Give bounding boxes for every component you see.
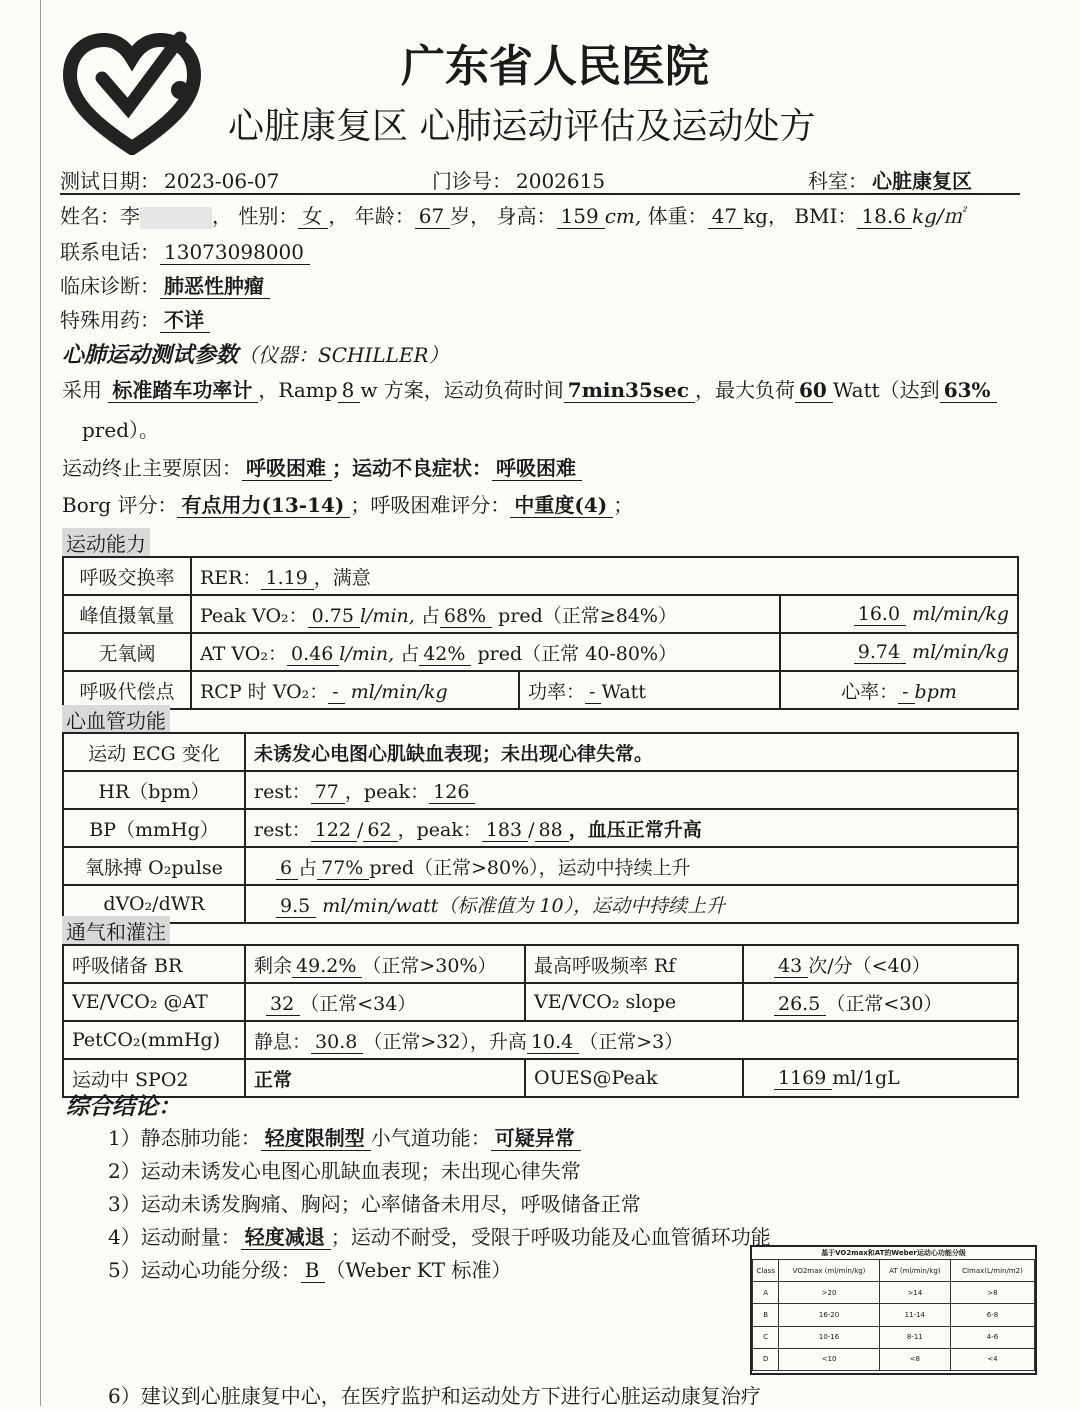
weber-cell: 11-14: [879, 1304, 950, 1326]
weber-cell: B: [753, 1304, 779, 1326]
petco2-label: PetCO₂(mmHg): [63, 1021, 245, 1059]
at-kg-unit: ml/min/kg: [912, 641, 1009, 663]
protocol-row: [62, 374, 997, 403]
table-row: [63, 595, 1018, 633]
power-label: 功率：: [528, 680, 586, 703]
petco2-rest-label: 静息：: [254, 1030, 312, 1053]
dvo2: 9.5: [276, 895, 316, 918]
borg-row: [62, 489, 633, 518]
peak-kg-unit: ml/min/kg: [912, 603, 1009, 625]
exercise-table: [62, 556, 1019, 710]
max-load-prefix: ，最大负荷: [695, 378, 796, 402]
weber-header: Class: [753, 1260, 779, 1282]
ecg-result: 未诱发心电图心肌缺血表现；未出现心律失常。: [245, 733, 1018, 771]
at-prefix: AT VO₂：: [200, 642, 287, 665]
bp-rest-dia: 62: [363, 819, 397, 842]
hospital-name: 广东省人民医院: [401, 41, 709, 92]
test-date-row: [60, 165, 1020, 195]
peak-label: 峰值摄氧量: [63, 595, 191, 633]
rcp-label: 呼吸代偿点: [63, 671, 191, 709]
veat: 32: [266, 993, 300, 1016]
pred-tail-row: pred）。: [82, 418, 160, 442]
rcp-unit: ml/min/kg: [350, 680, 448, 703]
diagnosis: 肺恶性肿瘤: [160, 274, 270, 299]
params-title-row: [62, 338, 449, 369]
br-norm: （正常>30%）: [362, 954, 497, 977]
veat-norm: （正常<34）: [300, 992, 417, 1015]
table-row: [63, 885, 1018, 923]
o2pulse-pct: 77%: [317, 857, 369, 880]
conclusion-6: 6）建议到心脏康复中心，在医疗监护和运动处方下进行心脏运动康复治疗: [108, 1384, 761, 1408]
rcp-hr: -: [898, 681, 914, 704]
power: -: [585, 681, 601, 704]
weber-header: AT (ml/min/kg): [879, 1260, 950, 1282]
weber-header: VO2max (ml/min/kg): [779, 1260, 879, 1282]
conclusion-3: 3）运动未诱发胸痛、胸闷；心率储备未用尽，呼吸储备正常: [108, 1192, 641, 1216]
stop-reason-row: [62, 452, 582, 481]
dvo2-label: dVO₂/dWR: [63, 885, 245, 923]
weber-cell: D: [753, 1348, 779, 1370]
rf: 43: [774, 955, 808, 978]
o2pulse: 6: [276, 857, 298, 880]
weber-cell: 8-11: [879, 1326, 950, 1348]
c1-b: 可疑异常: [491, 1126, 581, 1151]
peak-label-hr: ，peak：: [344, 780, 430, 803]
o2pulse-label: 氧脉搏 O₂pulse: [63, 847, 245, 885]
conclusion-2: 2）运动未诱发心电图心肌缺血表现；未出现心律失常: [108, 1159, 581, 1183]
age-label: 年龄：: [354, 204, 415, 228]
vent-table: [62, 944, 1019, 1098]
weight-unit: kg，: [743, 204, 788, 228]
table-row: [63, 1021, 1018, 1059]
cardio-hr-label: HR（bpm）: [63, 771, 245, 809]
spo2: 正常: [245, 1059, 525, 1097]
at-norm: pred（正常 40-80%）: [477, 642, 678, 665]
weber-cell: 4-6: [950, 1326, 1034, 1348]
weber-cell: A: [753, 1282, 779, 1304]
weight-label: 体重：: [647, 204, 708, 228]
weight: 47: [708, 204, 743, 229]
vent-section-title: 通气和灌注: [62, 916, 170, 945]
cardio-section-title: 心血管功能: [62, 705, 170, 734]
slope-norm: （正常<30）: [826, 992, 943, 1015]
bp-label: BP（mmHg）: [63, 809, 245, 847]
br: 49.2%: [292, 955, 362, 978]
exercise-section-title: 运动能力: [62, 528, 150, 557]
max-load: 60: [795, 378, 833, 403]
rf-label: 最高呼吸频率 Rf: [525, 945, 743, 983]
o2pulse-note: pred（正常>80%），运动中持续上升: [369, 856, 691, 879]
instrument: （仪器：SCHILLER）: [238, 343, 449, 367]
cardio-table: [62, 732, 1019, 924]
patient-basic-row: 姓名：李 ， 性别： 女 ， 年龄： 67 岁， 身高： 159 cm, 体重： 47 kg， BMI： 18.6 kg/㎡: [60, 204, 964, 228]
at-unit: l/min,: [339, 642, 395, 665]
table-row: [63, 983, 1018, 1021]
slope-label: VE/VCO₂ slope: [525, 983, 743, 1021]
clinic-no-label: 门诊号：: [432, 169, 512, 193]
weber-cell: >20: [779, 1282, 879, 1304]
at-kg: 9.74: [854, 641, 906, 664]
use-label: 采用: [62, 378, 102, 402]
hr-rest: 77: [311, 781, 345, 804]
conclusion-4: [108, 1221, 771, 1250]
bp-peak-sys: 183: [482, 819, 528, 842]
weber-cell: C: [753, 1326, 779, 1348]
age: 67: [415, 204, 450, 229]
diagnosis-label: 临床诊断：: [60, 274, 160, 298]
rer-note: ，满意: [313, 566, 371, 589]
table-row: BP（mmHg） rest： 122 / 62 ，peak： 183 / 88 ，血压正常升高: [63, 809, 1018, 847]
table-row: [63, 847, 1018, 885]
peak-prefix: Peak VO₂：: [200, 604, 308, 627]
spo2-label: 运动中 SPO2: [63, 1059, 245, 1097]
weber-title: 基于VO2max和AT的Weber运动心功能分级: [821, 1249, 966, 1257]
table-row: [63, 1059, 1018, 1097]
bp-peak-label: ，peak：: [397, 818, 482, 841]
symptom-label: ；运动不良症状：: [332, 456, 492, 480]
weber-cell: <10: [779, 1348, 879, 1370]
dvo2-note: ml/min/watt（标准值为 10），运动中持续上升: [322, 894, 726, 917]
age-unit: 岁，: [450, 204, 491, 228]
load-time: 7min35sec: [564, 378, 695, 403]
peak-kg: 16.0: [854, 603, 906, 626]
borg: 有点用力(13-14): [177, 493, 350, 518]
peak-norm: pred（正常≥84%）: [498, 604, 677, 627]
rf-unit: 次/分（<40）: [808, 954, 931, 977]
conclusion-5: [108, 1254, 511, 1283]
veat-label: VE/VCO₂ @AT: [63, 983, 245, 1021]
weber-cell: >8: [950, 1282, 1034, 1304]
test-date: 2023-06-07: [160, 169, 299, 194]
rer-label: 呼吸交换率: [63, 557, 191, 595]
conclusion-1: [108, 1122, 581, 1151]
report-subtitle: 心脏康复区 心肺运动评估及运动处方: [228, 106, 816, 147]
table-row: [63, 671, 1018, 709]
clinic-no: 2002615: [512, 169, 611, 194]
at-pct-prefix: 占: [400, 642, 420, 665]
dyspnea-label: ；呼吸困难评分：: [350, 493, 511, 517]
table-row: [63, 733, 1018, 771]
weber-cell: >14: [879, 1282, 950, 1304]
table-row: [753, 1304, 1035, 1326]
c5-rest: （Weber KT 标准）: [325, 1258, 512, 1282]
petco2-rise-norm: （正常>3）: [579, 1030, 684, 1053]
device: 标准踏车功率计: [108, 378, 258, 403]
ecg-label: 运动 ECG 变化: [63, 733, 245, 771]
petco2-rest-norm: （正常>32），升高: [363, 1030, 527, 1053]
c5-prefix: 5）运动心功能分级：: [108, 1258, 301, 1282]
diagnosis-row: [60, 270, 270, 299]
height: 159: [557, 204, 605, 229]
phone-row: [60, 236, 310, 265]
c4-rest: ；运动不耐受，受限于呼吸功能及心血管循环功能: [330, 1225, 771, 1249]
params-title: 心肺运动测试参数: [62, 342, 239, 368]
rest-label: rest：: [254, 780, 311, 803]
peak-unit: l/min,: [359, 604, 415, 627]
peak-pct-prefix: 占: [420, 604, 440, 627]
c1-mid: 小气道功能：: [370, 1126, 491, 1150]
slope: 26.5: [774, 993, 826, 1016]
at-pct: 42%: [419, 643, 471, 666]
c4-a: 轻度减退: [241, 1225, 331, 1250]
hr-unit: bpm: [914, 680, 957, 703]
rer-prefix: RER：: [200, 566, 262, 589]
c1-a: 轻度限制型: [261, 1126, 371, 1151]
ramp-suffix: w 方案，运动负荷时间: [360, 378, 564, 402]
bp-note: ，血压正常升高: [568, 818, 702, 841]
medication: 不详: [160, 308, 210, 333]
c4-prefix: 4）运动耐量：: [108, 1225, 241, 1249]
table-row: [753, 1260, 1035, 1282]
weber-cell: <8: [879, 1348, 950, 1370]
end-semicolon: ；: [613, 493, 634, 517]
rer: 1.19: [261, 567, 313, 590]
petco2-rest: 30.8: [311, 1031, 363, 1054]
oues-unit: ml/1gL: [832, 1067, 900, 1089]
bp-rest-label: rest：: [254, 818, 311, 841]
br-prefix: 剩余: [254, 954, 293, 977]
bp-rest-sys: 122: [311, 819, 357, 842]
hr-label: 心率：: [841, 680, 899, 703]
bmi-unit: kg/㎡: [911, 204, 964, 228]
page-left-edge: [40, 0, 41, 1406]
dept-label: 科室：: [808, 169, 868, 193]
stop-reason: 呼吸困难: [242, 456, 332, 481]
medication-label: 特殊用药：: [60, 308, 160, 332]
at-vo2: 0.46: [287, 643, 339, 666]
c5-a: B: [301, 1258, 326, 1283]
table-row: [63, 633, 1018, 671]
table-row: [63, 557, 1018, 595]
table-row: [753, 1326, 1035, 1348]
table-row: [63, 771, 1018, 809]
weber-cell: 6-8: [950, 1304, 1034, 1326]
dyspnea: 中重度(4): [510, 493, 613, 518]
o2pulse-pct-prefix: 占: [298, 856, 318, 879]
weber-classification-table: [750, 1245, 1037, 1375]
stop-reason-label: 运动终止主要原因：: [62, 456, 242, 480]
borg-label: Borg 评分：: [62, 493, 178, 517]
rcp-vo2: -: [328, 681, 344, 704]
rcp-prefix: RCP 时 VO₂：: [200, 680, 329, 703]
patient-name: 李: [120, 204, 140, 228]
phone: 13073098000: [160, 240, 310, 265]
bmi: 18.6: [857, 204, 912, 229]
sex: 女: [298, 204, 328, 229]
weber-cell: 16-20: [779, 1304, 879, 1326]
c1-prefix: 1）静态肺功能：: [108, 1126, 261, 1150]
petco2-rise: 10.4: [527, 1031, 579, 1054]
conclusion-title: 综合结论：: [66, 1093, 181, 1120]
table-row: [753, 1348, 1035, 1370]
height-unit: cm,: [604, 204, 642, 228]
bmi-label: BMI：: [794, 204, 858, 228]
name-label: 姓名：: [60, 204, 120, 228]
weber-header: CImax(L/min/m2): [950, 1260, 1034, 1282]
hr-peak: 126: [429, 781, 475, 804]
peak-vo2: 0.75: [308, 605, 360, 628]
power-unit: Watt: [601, 680, 646, 703]
table-row: [753, 1282, 1035, 1304]
dept: 心脏康复区: [868, 169, 978, 194]
test-date-label: 测试日期：: [60, 169, 160, 193]
pred-pct: 63%: [940, 378, 997, 403]
at-label: 无氧阈: [63, 633, 191, 671]
table-row: [63, 945, 1018, 983]
weber-cell: 10-16: [779, 1326, 879, 1348]
symptom: 呼吸困难: [492, 456, 582, 481]
height-label: 身高：: [496, 204, 557, 228]
oues: 1169: [774, 1067, 832, 1090]
oues-label: OUES@Peak: [525, 1059, 743, 1097]
medication-row: [60, 304, 210, 333]
max-load-suffix: Watt（达到: [832, 378, 940, 402]
weber-cell: <4: [950, 1348, 1034, 1370]
ramp: 8: [338, 378, 361, 403]
bp-peak-dia: 88: [535, 819, 569, 842]
ramp-prefix: ，Ramp: [258, 378, 338, 402]
peak-pct: 68%: [440, 605, 492, 628]
sex-label: 性别：: [238, 204, 299, 228]
br-label: 呼吸储备 BR: [63, 945, 245, 983]
phone-label: 联系电话：: [60, 240, 160, 264]
